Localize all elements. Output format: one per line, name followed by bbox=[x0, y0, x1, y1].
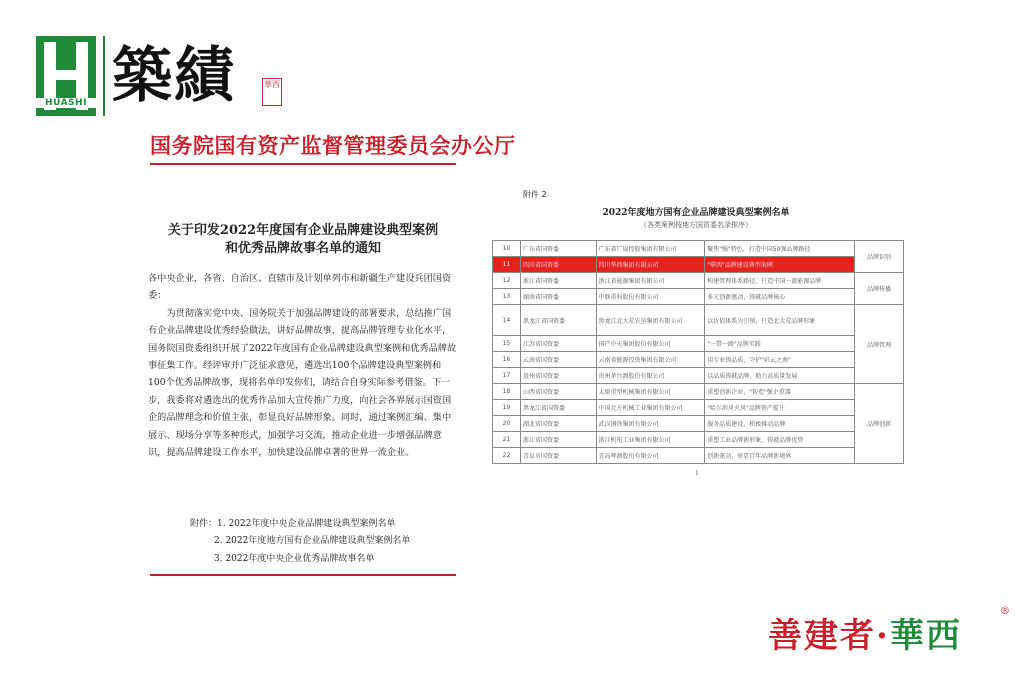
category-cell: 品牌管理 bbox=[855, 305, 904, 384]
row-prov: 青岛市国资委 bbox=[520, 448, 596, 464]
notice-title bbox=[150, 222, 456, 258]
attachments-list bbox=[190, 516, 410, 568]
table-row bbox=[493, 241, 904, 257]
table-row bbox=[493, 352, 904, 368]
row-company: 青岛啤酒股份有限公司 bbox=[596, 448, 705, 464]
row-prov: 浙江省国资委 bbox=[520, 273, 596, 289]
footer-red-rule bbox=[150, 574, 456, 576]
row-case: 以价值体系为引领，打造北大荒品牌形象 bbox=[705, 305, 855, 336]
row-prov: 贵州省国资委 bbox=[520, 368, 596, 384]
row-no: 22 bbox=[493, 448, 521, 464]
notice-body bbox=[148, 270, 458, 461]
row-no: 15 bbox=[493, 336, 521, 352]
row-company: 中联重科股份有限公司 bbox=[596, 289, 705, 305]
row-case: 创新驱动，彰显百年品牌新境界 bbox=[705, 448, 855, 464]
row-prov: 山西省国资委 bbox=[520, 384, 596, 400]
row-case: 服务品质建设，积极推动品牌 bbox=[705, 416, 855, 432]
row-company: 国产中天集团股份有限公司 bbox=[596, 336, 705, 352]
row-case: "華西"品牌建设典型案例 bbox=[705, 257, 855, 273]
row-case: "一带一路"品牌实践 bbox=[705, 336, 855, 352]
seal-stamp: 華西 bbox=[262, 78, 282, 106]
row-no: 21 bbox=[493, 432, 521, 448]
registered-mark: ® bbox=[1000, 606, 1010, 617]
row-company: 四川华西集团有限公司 bbox=[596, 257, 705, 273]
table-row bbox=[493, 400, 904, 416]
row-prov: 黑龙江省国资委 bbox=[520, 305, 596, 336]
annex-table-note: （各类案例按地方国资委名录排序） bbox=[640, 221, 752, 229]
table-row bbox=[493, 273, 904, 289]
category-cell: 品牌传播 bbox=[855, 273, 904, 305]
row-prov: 湖南省国资委 bbox=[520, 289, 596, 305]
row-prov: 四川省国资委 bbox=[520, 257, 596, 273]
attachment-3: 3. 2022年度中央企业优秀品牌故事名单 bbox=[214, 553, 375, 564]
row-case: "哈尔滨风火风"品牌资产提升 bbox=[705, 400, 855, 416]
row-no: 20 bbox=[493, 416, 521, 432]
row-prov: 湖北省国资委 bbox=[520, 416, 596, 432]
row-no: 12 bbox=[493, 273, 521, 289]
body-paragraph: 为贯彻落实党中央、国务院关于加强品牌建设的部署要求，总结推广国有企业品牌建设优秀经验做法，讲好品牌故事，提高品牌管理专业化水平，国务院国资委组织开展了2022年度国有企业品牌建设典型案例和优秀品牌故事征集工作。经评审并广泛征求意见，遴选出100个品牌建设典型案例和100个优秀品牌故事，现将名单印发你们，请结合自身实际参考借鉴。下一步，我委将对遴选出的优秀作品加大宣传推广力度，向社会各界展示国资国企的品牌理念和价值主张，彰显良好品牌形象。同时，通过案例汇编、集中展示、现场分享等多种形式，加强学习交流，推动企业进一步增强品牌意识，提高品牌建设工作水平，加快建设品牌卓著的世界一流企业。 bbox=[148, 307, 457, 459]
row-no: 13 bbox=[493, 289, 521, 305]
row-prov: 黑龙江省国资委 bbox=[520, 400, 596, 416]
row-company: 云南省能源投资集团有限公司 bbox=[596, 352, 705, 368]
slogan-red-part: 善建者· bbox=[768, 616, 890, 656]
huashi-logo bbox=[36, 36, 96, 116]
brand-title: 築績 bbox=[112, 41, 236, 111]
row-company: 浙江省能源集团有限公司 bbox=[596, 273, 705, 289]
table-row bbox=[493, 289, 904, 305]
row-prov: 云南省国资委 bbox=[520, 352, 596, 368]
row-case: 构建管理体系路径，打造中国一流能源品牌 bbox=[705, 273, 855, 289]
table-row bbox=[493, 432, 904, 448]
row-case: 多元创新驱动，铸就品牌核心 bbox=[705, 289, 855, 305]
annex-table-title: 2022年度地方国有企业品牌建设典型案例名单 bbox=[602, 208, 790, 218]
row-company: 中国北方机械工业集团有限公司 bbox=[596, 400, 705, 416]
table-row bbox=[493, 368, 904, 384]
table-row bbox=[493, 384, 904, 400]
brand-slogan bbox=[768, 608, 962, 657]
addressee: 各中央企业，各省、自治区、直辖市及计划单列市和新疆生产建设兵团国资委： bbox=[148, 273, 452, 302]
row-no: 19 bbox=[493, 400, 521, 416]
logo-divider bbox=[103, 36, 105, 116]
notice-title-line1: 关于印发2022年度国有企业品牌建设典型案例 bbox=[167, 223, 439, 238]
header-red-rule bbox=[150, 163, 456, 165]
row-case: 用专业铸品质，守护"彩云之南" bbox=[705, 352, 855, 368]
row-prov: 广东省国资委 bbox=[520, 241, 596, 257]
row-no: 11 bbox=[493, 257, 521, 273]
table-row bbox=[493, 416, 904, 432]
row-company: 太原重型机械集团有限公司 bbox=[596, 384, 705, 400]
category-cell: 品牌识别 bbox=[855, 241, 904, 273]
logo-text: HUASHI bbox=[36, 98, 96, 108]
row-case: 重塑创新企业，"智造"强企重器 bbox=[705, 384, 855, 400]
row-prov: 江苏省国资委 bbox=[520, 336, 596, 352]
case-table bbox=[492, 240, 904, 464]
row-no: 16 bbox=[493, 352, 521, 368]
row-no: 17 bbox=[493, 368, 521, 384]
annex-label: 附件 2 bbox=[523, 190, 547, 199]
org-header: 国务院国有资产监督管理委员会办公厅 bbox=[150, 133, 516, 158]
table-row bbox=[493, 305, 904, 336]
table-row bbox=[493, 336, 904, 352]
row-no: 10 bbox=[493, 241, 521, 257]
table-row-highlighted bbox=[493, 257, 904, 273]
row-no: 18 bbox=[493, 384, 521, 400]
row-company: 浙江机电工业集团有限公司 bbox=[596, 432, 705, 448]
page-number: 1 bbox=[695, 470, 699, 477]
row-no: 14 bbox=[493, 305, 521, 336]
row-company: 贵州茅台酒股份有限公司 bbox=[596, 368, 705, 384]
row-case: 重塑工业品牌新形象，铸就品牌优势 bbox=[705, 432, 855, 448]
row-company: 广东省广晟控股集团有限公司 bbox=[596, 241, 705, 257]
notice-title-line2: 和优秀品牌故事名单的通知 bbox=[224, 241, 381, 256]
logo-h-bar bbox=[56, 70, 76, 80]
attachment-2: 2. 2022年度地方国有企业品牌建设典型案例名单 bbox=[214, 536, 411, 547]
row-company: 黑龙江北大荒农垦集团有限公司 bbox=[596, 305, 705, 336]
category-cell: 品牌创新 bbox=[855, 384, 904, 464]
attachment-1: 附件：1. 2022年度中央企业品牌建设典型案例名单 bbox=[190, 519, 396, 529]
table-row bbox=[493, 448, 904, 464]
row-case: 以品质铸就品牌，助力高质量发展 bbox=[705, 368, 855, 384]
row-prov: 浙江省国资委 bbox=[520, 432, 596, 448]
row-case: 聚焦"强"特色，打造中国50强品牌路径 bbox=[705, 241, 855, 257]
slogan-green-part: 華西 bbox=[889, 616, 962, 656]
row-company: 武汉钢铁集团有限公司 bbox=[596, 416, 705, 432]
